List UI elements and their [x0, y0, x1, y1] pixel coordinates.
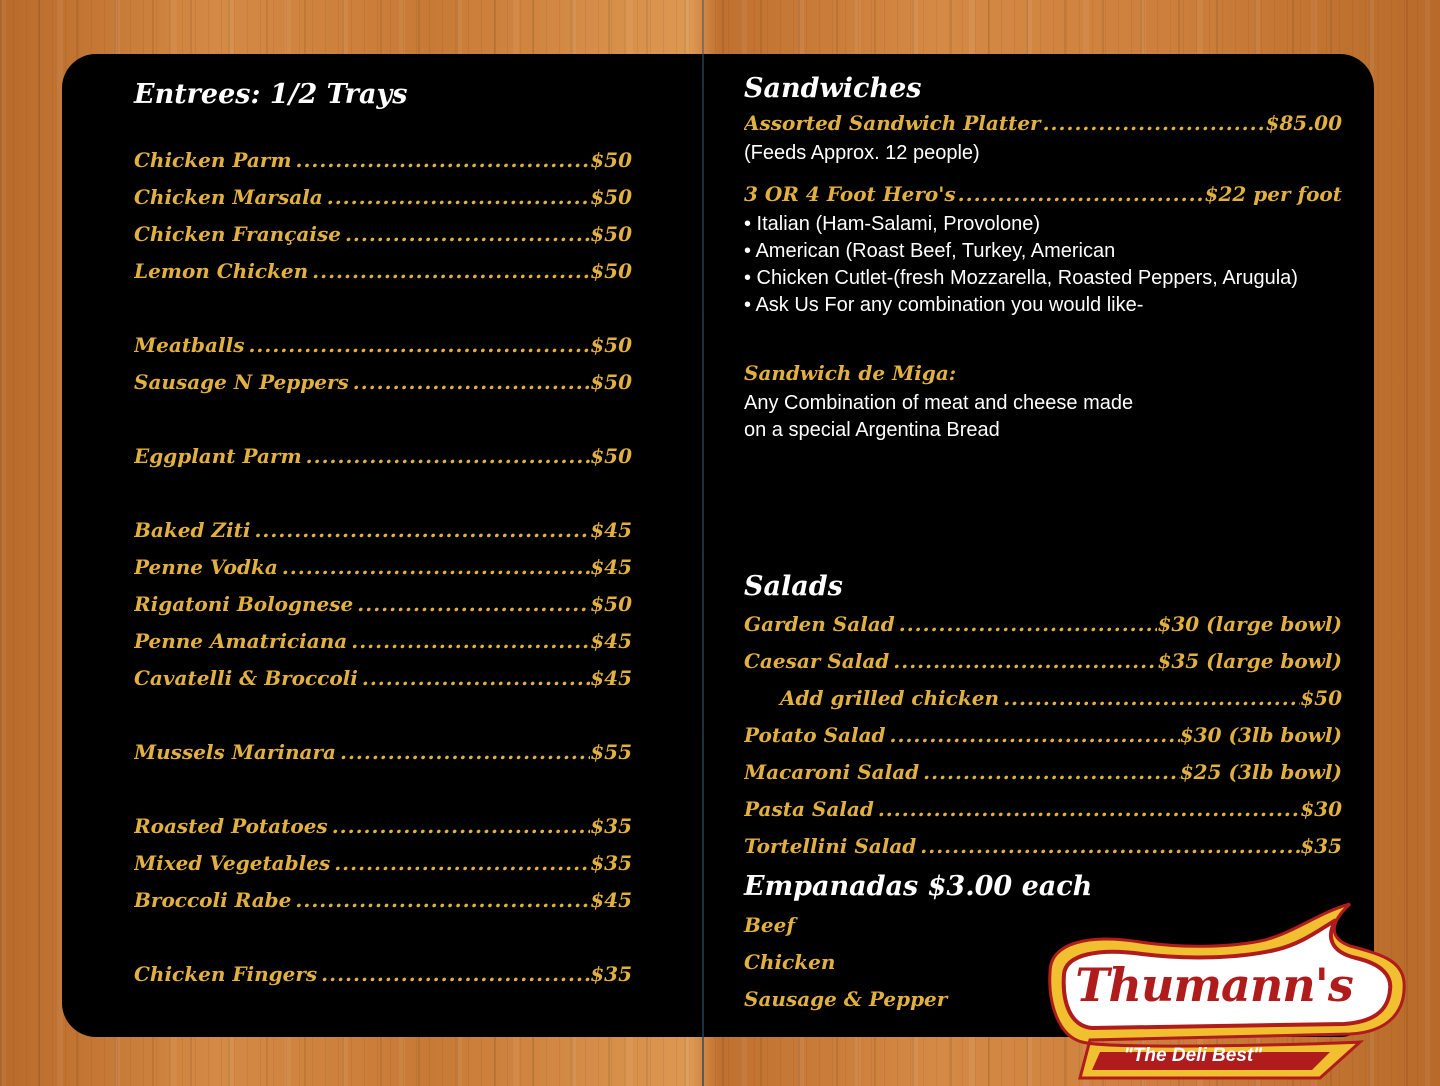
- leader-dots: [302, 438, 591, 475]
- item-name: Eggplant Parm: [134, 444, 302, 468]
- item-name: Caesar Salad: [744, 649, 890, 673]
- group-spacer: [134, 290, 632, 327]
- salads-title: Salads: [744, 571, 843, 602]
- menu-item: [134, 327, 632, 364]
- item-price: $22 per foot: [1204, 182, 1342, 206]
- item-price: $35: [590, 814, 632, 838]
- item-price: $30 (large bowl): [1157, 612, 1342, 636]
- group-spacer: [134, 401, 632, 438]
- item-price: $50: [1300, 686, 1342, 710]
- menu-item: [134, 586, 632, 623]
- menu-item: [134, 549, 632, 586]
- item-name: Chicken Française: [134, 222, 341, 246]
- sandwiches-title: Sandwiches: [744, 73, 922, 104]
- group-spacer: [134, 475, 632, 512]
- item-price: $55: [590, 740, 632, 764]
- menu-item: [134, 660, 632, 697]
- leader-dots: [244, 327, 590, 364]
- right-page: [744, 72, 1342, 1018]
- item-name: Cavatelli & Broccoli: [134, 666, 358, 690]
- menu-item: [134, 734, 632, 771]
- menu-item: [134, 882, 632, 919]
- item-price: $50: [590, 370, 632, 394]
- leader-dots: [317, 956, 590, 993]
- menu-item-sandwich-platter: [744, 106, 1342, 140]
- item-name: Add grilled chicken: [780, 686, 1000, 710]
- entrees-title: Entrees: 1/2 Trays: [134, 79, 408, 110]
- menu-item: [134, 364, 632, 401]
- empanadas-title: Empanadas $3.00 each: [744, 871, 1093, 902]
- item-price: $45: [590, 555, 632, 579]
- leader-dots: [341, 216, 590, 253]
- item-price: $50: [590, 222, 632, 246]
- salad-item: [744, 717, 1342, 754]
- item-price: $45: [590, 666, 632, 690]
- hero-option: • American (Roast Beef, Turkey, American: [744, 240, 1116, 262]
- item-price: $85.00: [1265, 111, 1342, 135]
- leader-dots: [886, 717, 1180, 754]
- leader-dots: [895, 606, 1158, 643]
- group-spacer: [134, 919, 632, 956]
- entrees-section: [134, 78, 632, 993]
- group-spacer: [134, 697, 632, 734]
- miga-description-line: on a special Argentina Bread: [744, 419, 1000, 441]
- salads-list: [744, 606, 1342, 865]
- item-name: Potato Salad: [744, 723, 886, 747]
- leader-dots: [358, 660, 590, 697]
- item-price: $50: [590, 259, 632, 283]
- menu-item: [134, 253, 632, 290]
- leader-dots: [328, 808, 591, 845]
- sandwich-de-miga-title: Sandwich de Miga:: [744, 361, 957, 385]
- item-name: Assorted Sandwich Platter: [744, 111, 1041, 135]
- item-name: 3 OR 4 Foot Hero's: [744, 182, 956, 206]
- item-price: $50: [590, 444, 632, 468]
- item-name: Penne Vodka: [134, 555, 278, 579]
- salad-item: [744, 606, 1342, 643]
- item-price: $45: [590, 518, 632, 542]
- item-price: $30: [1300, 797, 1342, 821]
- item-price: $45: [590, 888, 632, 912]
- item-price: $35: [590, 962, 632, 986]
- menu-item: [134, 179, 632, 216]
- item-name: Broccoli Rabe: [134, 888, 292, 912]
- item-name: Garden Salad: [744, 612, 895, 636]
- item-price: $45: [590, 629, 632, 653]
- item-name: Sausage N Peppers: [134, 370, 349, 394]
- empanada-item: Chicken: [744, 950, 836, 974]
- hero-option: • Italian (Ham-Salami, Provolone): [744, 213, 1040, 235]
- item-name: Baked Ziti: [134, 518, 251, 542]
- leader-dots: [347, 623, 590, 660]
- item-price: $50: [590, 333, 632, 357]
- item-price: $25 (3lb bowl): [1179, 760, 1342, 784]
- leader-dots: [291, 882, 590, 919]
- leader-dots: [956, 177, 1205, 211]
- menu-item: [134, 956, 632, 993]
- logo-brand-text: Thumann's: [1075, 958, 1353, 1012]
- menu-item-heros: [744, 177, 1342, 211]
- empanada-item: Beef: [744, 913, 795, 937]
- salad-item: [744, 828, 1342, 865]
- item-name: Penne Amatriciana: [134, 629, 348, 653]
- leader-dots: [999, 680, 1300, 717]
- item-price: $35 (large bowl): [1157, 649, 1342, 673]
- item-name: Roasted Potatoes: [134, 814, 328, 838]
- hero-option: • Ask Us For any combination you would like-: [744, 294, 1144, 316]
- item-name: Chicken Marsala: [134, 185, 323, 209]
- item-price: $30 (3lb bowl): [1179, 723, 1342, 747]
- page-fold: [702, 0, 704, 1086]
- menu-item: [134, 845, 632, 882]
- item-name: Chicken Fingers: [134, 962, 318, 986]
- leader-dots: [291, 142, 590, 179]
- menu-item: [134, 438, 632, 475]
- leader-dots: [1041, 106, 1266, 140]
- salad-item: [744, 680, 1342, 717]
- leader-dots: [353, 586, 590, 623]
- item-price: $35: [1300, 834, 1342, 858]
- leader-dots: [336, 734, 590, 771]
- leader-dots: [308, 253, 590, 290]
- leader-dots: [250, 512, 590, 549]
- menu-item: [134, 512, 632, 549]
- item-name: Chicken Parm: [134, 148, 292, 172]
- hero-option: • Chicken Cutlet-(fresh Mozzarella, Roasted Peppers, Arugula): [744, 267, 1298, 289]
- empanada-item: Sausage & Pepper: [744, 987, 948, 1011]
- item-name: Lemon Chicken: [134, 259, 309, 283]
- menu-item: [134, 623, 632, 660]
- group-spacer: [134, 771, 632, 808]
- leader-dots: [330, 845, 590, 882]
- leader-dots: [874, 791, 1300, 828]
- platter-note: (Feeds Approx. 12 people): [744, 142, 980, 164]
- leader-dots: [278, 549, 590, 586]
- salad-item: [744, 643, 1342, 680]
- logo-tagline: "The Deli Best": [1123, 1045, 1263, 1066]
- salad-item: [744, 754, 1342, 791]
- menu-item: [134, 142, 632, 179]
- item-price: $35: [590, 851, 632, 875]
- menu-item: [134, 216, 632, 253]
- miga-description-line: Any Combination of meat and cheese made: [744, 392, 1134, 414]
- item-name: Macaroni Salad: [744, 760, 920, 784]
- item-name: Mixed Vegetables: [134, 851, 331, 875]
- leader-dots: [349, 364, 590, 401]
- item-name: Tortellini Salad: [744, 834, 917, 858]
- leader-dots: [889, 643, 1157, 680]
- leader-dots: [919, 754, 1180, 791]
- item-name: Mussels Marinara: [134, 740, 336, 764]
- entrees-list: [134, 142, 632, 993]
- item-price: $50: [590, 592, 632, 616]
- item-name: Rigatoni Bolognese: [134, 592, 354, 616]
- item-price: $50: [590, 148, 632, 172]
- leader-dots: [323, 179, 591, 216]
- item-price: $50: [590, 185, 632, 209]
- item-name: Pasta Salad: [744, 797, 874, 821]
- leader-dots: [916, 828, 1300, 865]
- salad-item: [744, 791, 1342, 828]
- item-name: Meatballs: [134, 333, 245, 357]
- menu-item: [134, 808, 632, 845]
